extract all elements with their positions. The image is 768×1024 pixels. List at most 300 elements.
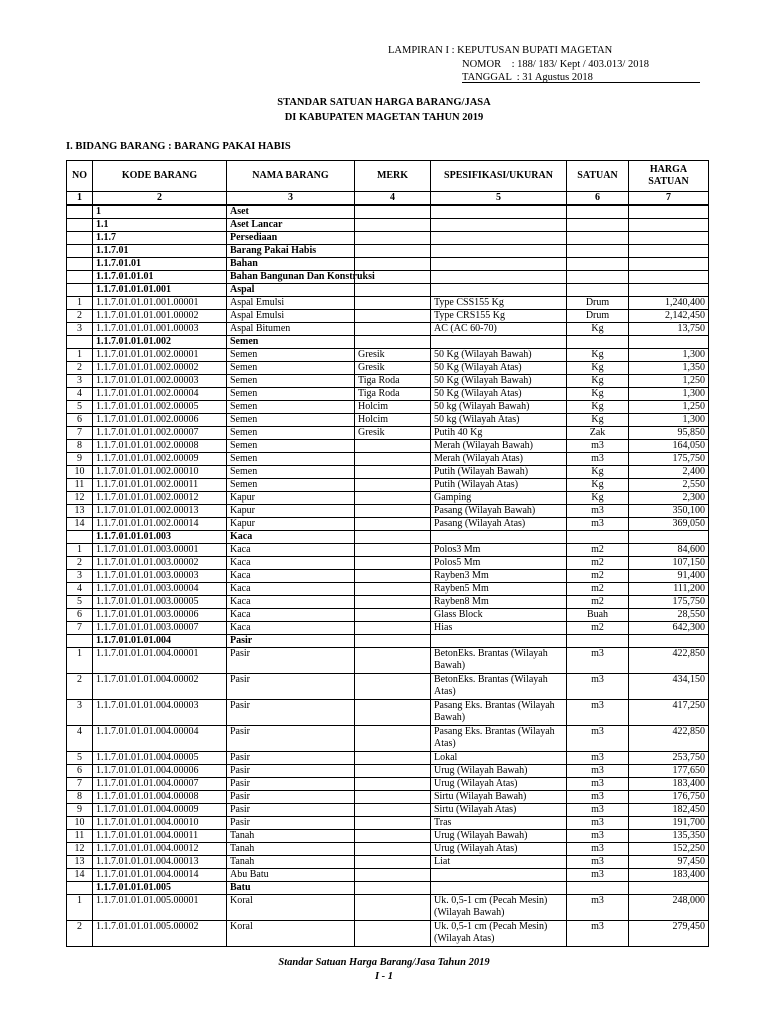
- row-no: [67, 271, 93, 284]
- category-row: [67, 205, 709, 219]
- nomor-text: NOMOR : 188/ 183/ Kept / 403.013/ 2018: [462, 59, 649, 70]
- row-name: Semen: [227, 336, 355, 349]
- row-harga: [629, 232, 709, 245]
- row-code: 1.1.7.01.01.01.003.00004: [93, 583, 227, 596]
- row-spec: Polos5 Mm: [431, 557, 567, 570]
- row-code: 1.1.7.01.01.01.004.00007: [93, 778, 227, 791]
- row-code: 1.1.7.01.01.01.004.00013: [93, 856, 227, 869]
- row-satuan: m3: [567, 778, 629, 791]
- row-satuan: m3: [567, 505, 629, 518]
- row-satuan: Buah: [567, 609, 629, 622]
- row-name: Bahan: [227, 258, 355, 271]
- category-row: [67, 882, 709, 895]
- row-no: 1: [67, 648, 93, 674]
- row-code: 1.1.7.01.01.01.003.00003: [93, 570, 227, 583]
- row-satuan: m3: [567, 895, 629, 921]
- row-harga: 1,250: [629, 401, 709, 414]
- item-row: [67, 804, 709, 817]
- row-harga: 2,550: [629, 479, 709, 492]
- row-name: Aspal Emulsi: [227, 297, 355, 310]
- document-subtitle: DI KABUPATEN MAGETAN TAHUN 2019: [284, 112, 484, 123]
- row-satuan: [567, 258, 629, 271]
- row-harga: [629, 531, 709, 544]
- row-merk: [355, 856, 431, 869]
- item-row: [67, 583, 709, 596]
- row-satuan: m3: [567, 869, 629, 882]
- row-satuan: m3: [567, 752, 629, 765]
- row-satuan: [567, 205, 629, 219]
- row-spec: [431, 205, 567, 219]
- row-merk: [355, 505, 431, 518]
- item-row: [67, 765, 709, 778]
- row-name: Semen: [227, 388, 355, 401]
- row-merk: [355, 258, 431, 271]
- row-satuan: [567, 232, 629, 245]
- row-spec: 50 kg (Wilayah Bawah): [431, 401, 567, 414]
- row-spec: 50 Kg (Wilayah Bawah): [431, 375, 567, 388]
- row-code: 1.1.7.01.01.01.002: [93, 336, 227, 349]
- item-row: [67, 557, 709, 570]
- row-name: Aspal: [227, 284, 355, 297]
- row-code: 1.1.7.01.01.01.002.00004: [93, 388, 227, 401]
- header-underline: [462, 82, 700, 83]
- row-merk: Gresik: [355, 427, 431, 440]
- row-spec: 50 Kg (Wilayah Atas): [431, 362, 567, 375]
- row-harga: 175,750: [629, 596, 709, 609]
- row-satuan: m3: [567, 830, 629, 843]
- row-merk: [355, 219, 431, 232]
- item-row: [67, 440, 709, 453]
- row-spec: [431, 635, 567, 648]
- col-number: 2: [93, 192, 227, 206]
- row-harga: [629, 336, 709, 349]
- row-spec: Uk. 0,5-1 cm (Pecah Mesin) (Wilayah Bawah): [431, 895, 567, 921]
- row-name: Semen: [227, 375, 355, 388]
- lampiran-text: LAMPIRAN I : KEPUTUSAN BUPATI MAGETAN: [388, 45, 613, 56]
- row-code: 1.1.7.01.01.01.004.00012: [93, 843, 227, 856]
- row-name: Semen: [227, 427, 355, 440]
- row-spec: Sirtu (Wilayah Atas): [431, 804, 567, 817]
- col-header-harga: HARGA SATUAN: [629, 161, 709, 192]
- row-no: 6: [67, 609, 93, 622]
- row-code: 1.1.7.01.01.01.002.00001: [93, 349, 227, 362]
- col-header-merk: MERK: [355, 161, 431, 192]
- row-name: Pasir: [227, 765, 355, 778]
- row-merk: Gresik: [355, 362, 431, 375]
- row-merk: [355, 869, 431, 882]
- row-spec: Glass Block: [431, 609, 567, 622]
- item-row: [67, 375, 709, 388]
- col-header-nama: NAMA BARANG: [227, 161, 355, 192]
- row-code: 1.1.7.01.01.01.002.00002: [93, 362, 227, 375]
- row-merk: [355, 583, 431, 596]
- item-row: [67, 700, 709, 726]
- row-harga: [629, 245, 709, 258]
- row-harga: 279,450: [629, 921, 709, 947]
- row-harga: 2,300: [629, 492, 709, 505]
- row-spec: Gamping: [431, 492, 567, 505]
- row-no: [67, 232, 93, 245]
- row-satuan: m3: [567, 700, 629, 726]
- row-harga: 2,400: [629, 466, 709, 479]
- row-code: 1.1.7.01.01.01.004.00001: [93, 648, 227, 674]
- row-harga: 1,250: [629, 375, 709, 388]
- row-merk: Holcim: [355, 414, 431, 427]
- item-row: [67, 622, 709, 635]
- row-harga: 422,850: [629, 726, 709, 752]
- row-spec: BetonEks. Brantas (Wilayah Bawah): [431, 648, 567, 674]
- row-harga: 176,750: [629, 791, 709, 804]
- row-harga: [629, 284, 709, 297]
- row-satuan: m3: [567, 856, 629, 869]
- row-spec: 50 kg (Wilayah Atas): [431, 414, 567, 427]
- item-row: [67, 752, 709, 765]
- row-code: 1.1.7.01.01.01.004.00002: [93, 674, 227, 700]
- row-satuan: m3: [567, 791, 629, 804]
- row-code: 1.1.7.01.01.01.002.00007: [93, 427, 227, 440]
- row-harga: 183,400: [629, 778, 709, 791]
- row-no: 3: [67, 323, 93, 336]
- item-row: [67, 856, 709, 869]
- row-spec: [431, 869, 567, 882]
- row-no: 1: [67, 297, 93, 310]
- row-code: 1: [93, 205, 227, 219]
- item-row: [67, 466, 709, 479]
- row-satuan: Kg: [567, 466, 629, 479]
- item-row: [67, 544, 709, 557]
- row-harga: 1,350: [629, 362, 709, 375]
- row-name: Kaca: [227, 544, 355, 557]
- row-spec: Urug (Wilayah Atas): [431, 843, 567, 856]
- row-no: 11: [67, 830, 93, 843]
- row-no: 2: [67, 362, 93, 375]
- col-number: 1: [67, 192, 93, 206]
- row-spec: [431, 258, 567, 271]
- row-satuan: Kg: [567, 479, 629, 492]
- row-name: Kaca: [227, 622, 355, 635]
- row-merk: Gresik: [355, 349, 431, 362]
- row-satuan: m3: [567, 648, 629, 674]
- row-no: 2: [67, 557, 93, 570]
- item-row: [67, 414, 709, 427]
- row-spec: [431, 284, 567, 297]
- row-no: 3: [67, 700, 93, 726]
- row-code: 1.1.7.01.01.01.002.00005: [93, 401, 227, 414]
- row-harga: 253,750: [629, 752, 709, 765]
- item-row: [67, 596, 709, 609]
- row-merk: [355, 830, 431, 843]
- row-no: 12: [67, 843, 93, 856]
- category-row: [67, 336, 709, 349]
- row-spec: Urug (Wilayah Atas): [431, 778, 567, 791]
- row-satuan: m2: [567, 570, 629, 583]
- row-harga: 91,400: [629, 570, 709, 583]
- col-number: 4: [355, 192, 431, 206]
- item-row: [67, 778, 709, 791]
- row-code: 1.1.7.01.01.01.004.00008: [93, 791, 227, 804]
- row-satuan: m2: [567, 557, 629, 570]
- row-merk: [355, 544, 431, 557]
- row-code: 1.1.7.01.01.01.004.00005: [93, 752, 227, 765]
- item-row: [67, 869, 709, 882]
- row-code: 1.1.7.01.01.01.002.00008: [93, 440, 227, 453]
- row-no: 5: [67, 401, 93, 414]
- row-satuan: m2: [567, 544, 629, 557]
- row-spec: AC (AC 60-70): [431, 323, 567, 336]
- footer-title: Standar Satuan Harga Barang/Jasa Tahun 2019: [278, 957, 490, 968]
- row-harga: [629, 205, 709, 219]
- row-spec: Polos3 Mm: [431, 544, 567, 557]
- col-number: 7: [629, 192, 709, 206]
- row-no: 5: [67, 752, 93, 765]
- item-row: [67, 453, 709, 466]
- row-satuan: [567, 245, 629, 258]
- row-merk: [355, 700, 431, 726]
- row-merk: [355, 518, 431, 531]
- row-harga: 1,300: [629, 388, 709, 401]
- row-no: 7: [67, 427, 93, 440]
- row-code: 1.1.7.01.01.01.004.00006: [93, 765, 227, 778]
- category-row: [67, 531, 709, 544]
- row-code: 1.1.7.01.01.01.004.00011: [93, 830, 227, 843]
- row-merk: [355, 778, 431, 791]
- row-name: Batu: [227, 882, 355, 895]
- row-satuan: Kg: [567, 401, 629, 414]
- row-satuan: Zak: [567, 427, 629, 440]
- row-no: 2: [67, 674, 93, 700]
- row-harga: 1,300: [629, 349, 709, 362]
- item-row: [67, 817, 709, 830]
- row-code: 1.1.7.01.01.01.002.00010: [93, 466, 227, 479]
- row-code: 1.1.7.01.01.01.004: [93, 635, 227, 648]
- row-harga: 107,150: [629, 557, 709, 570]
- row-merk: [355, 895, 431, 921]
- row-no: 12: [67, 492, 93, 505]
- row-name: Kapur: [227, 505, 355, 518]
- row-spec: [431, 531, 567, 544]
- row-merk: [355, 466, 431, 479]
- section-heading: I. BIDANG BARANG : BARANG PAKAI HABIS: [66, 141, 291, 152]
- row-harga: 97,450: [629, 856, 709, 869]
- item-row: [67, 505, 709, 518]
- row-name: Bahan Bangunan Dan Konstruksi: [227, 271, 355, 284]
- row-spec: 50 Kg (Wilayah Bawah): [431, 349, 567, 362]
- row-no: [67, 882, 93, 895]
- row-code: 1.1.7.01.01.01.004.00003: [93, 700, 227, 726]
- item-row: [67, 674, 709, 700]
- row-name: Semen: [227, 349, 355, 362]
- row-code: 1.1.7.01.01.01: [93, 271, 227, 284]
- category-row: [67, 284, 709, 297]
- col-header-kode: KODE BARANG: [93, 161, 227, 192]
- row-no: [67, 336, 93, 349]
- row-code: 1.1.7.01.01.01.003.00006: [93, 609, 227, 622]
- row-merk: [355, 557, 431, 570]
- row-name: Kapur: [227, 492, 355, 505]
- row-code: 1.1.7.01.01.01.002.00012: [93, 492, 227, 505]
- row-name: Pasir: [227, 804, 355, 817]
- row-harga: 28,550: [629, 609, 709, 622]
- row-no: 4: [67, 388, 93, 401]
- row-spec: [431, 882, 567, 895]
- row-no: 14: [67, 518, 93, 531]
- row-no: 8: [67, 440, 93, 453]
- row-merk: Tiga Roda: [355, 388, 431, 401]
- row-harga: 182,450: [629, 804, 709, 817]
- row-code: 1.1.7.01.01.01.002.00003: [93, 375, 227, 388]
- row-no: 6: [67, 765, 93, 778]
- row-name: Aspal Emulsi: [227, 310, 355, 323]
- row-harga: 152,250: [629, 843, 709, 856]
- item-row: [67, 570, 709, 583]
- row-name: Kaca: [227, 596, 355, 609]
- category-row: [67, 245, 709, 258]
- row-no: 4: [67, 726, 93, 752]
- row-no: 1: [67, 349, 93, 362]
- row-satuan: [567, 635, 629, 648]
- row-spec: BetonEks. Brantas (Wilayah Atas): [431, 674, 567, 700]
- row-harga: 1,240,400: [629, 297, 709, 310]
- row-merk: [355, 284, 431, 297]
- row-merk: [355, 609, 431, 622]
- item-row: [67, 726, 709, 752]
- item-row: [67, 310, 709, 323]
- row-no: 10: [67, 817, 93, 830]
- row-harga: 248,000: [629, 895, 709, 921]
- row-satuan: m3: [567, 765, 629, 778]
- row-spec: Urug (Wilayah Bawah): [431, 765, 567, 778]
- item-row: [67, 362, 709, 375]
- row-code: 1.1.7.01.01.01.004.00010: [93, 817, 227, 830]
- row-no: 7: [67, 622, 93, 635]
- row-code: 1.1.7.01.01.01.001.00002: [93, 310, 227, 323]
- row-harga: 84,600: [629, 544, 709, 557]
- row-spec: [431, 245, 567, 258]
- item-row: [67, 895, 709, 921]
- row-spec: Rayben3 Mm: [431, 570, 567, 583]
- row-code: 1.1.7.01.01.01.005.00001: [93, 895, 227, 921]
- row-merk: Tiga Roda: [355, 375, 431, 388]
- row-spec: 50 Kg (Wilayah Atas): [431, 388, 567, 401]
- row-satuan: [567, 271, 629, 284]
- row-satuan: m3: [567, 843, 629, 856]
- row-merk: [355, 245, 431, 258]
- row-harga: 2,142,450: [629, 310, 709, 323]
- row-no: 6: [67, 414, 93, 427]
- row-satuan: [567, 531, 629, 544]
- row-code: 1.1.7.01.01.01.003.00007: [93, 622, 227, 635]
- row-no: [67, 531, 93, 544]
- row-spec: Lokal: [431, 752, 567, 765]
- row-no: 11: [67, 479, 93, 492]
- row-name: Aset Lancar: [227, 219, 355, 232]
- row-satuan: m3: [567, 453, 629, 466]
- row-satuan: m3: [567, 440, 629, 453]
- row-spec: Urug (Wilayah Bawah): [431, 830, 567, 843]
- row-name: Pasir: [227, 817, 355, 830]
- row-code: 1.1.7.01.01.01.005.00002: [93, 921, 227, 947]
- row-code: 1.1.7.01.01.01.001.00003: [93, 323, 227, 336]
- row-name: Semen: [227, 401, 355, 414]
- row-code: 1.1.7.01.01.01.002.00013: [93, 505, 227, 518]
- row-spec: Merah (Wilayah Bawah): [431, 440, 567, 453]
- category-row: [67, 271, 709, 284]
- row-merk: [355, 804, 431, 817]
- row-spec: Putih (Wilayah Atas): [431, 479, 567, 492]
- row-satuan: Kg: [567, 492, 629, 505]
- row-name: Kaca: [227, 531, 355, 544]
- row-harga: 417,250: [629, 700, 709, 726]
- row-merk: [355, 817, 431, 830]
- tanggal-text: TANGGAL : 31 Agustus 2018: [462, 72, 593, 83]
- row-code: 1.1.7: [93, 232, 227, 245]
- row-code: 1.1.7.01.01.01.002.00011: [93, 479, 227, 492]
- row-harga: 422,850: [629, 648, 709, 674]
- col-number: 5: [431, 192, 567, 206]
- row-satuan: m2: [567, 596, 629, 609]
- row-no: 14: [67, 869, 93, 882]
- row-harga: 135,350: [629, 830, 709, 843]
- row-name: Pasir: [227, 648, 355, 674]
- row-spec: Putih (Wilayah Bawah): [431, 466, 567, 479]
- row-satuan: m3: [567, 674, 629, 700]
- row-merk: [355, 791, 431, 804]
- item-row: [67, 609, 709, 622]
- table-header-row: [67, 161, 709, 192]
- item-row: [67, 323, 709, 336]
- col-header-spesifikasi: SPESIFIKASI/UKURAN: [431, 161, 567, 192]
- price-table: [66, 160, 709, 947]
- row-merk: [355, 440, 431, 453]
- row-merk: [355, 726, 431, 752]
- row-harga: [629, 219, 709, 232]
- row-harga: [629, 271, 709, 284]
- row-code: 1.1.7.01.01.01.004.00004: [93, 726, 227, 752]
- row-no: [67, 284, 93, 297]
- row-name: Pasir: [227, 791, 355, 804]
- row-name: Aspal Bitumen: [227, 323, 355, 336]
- item-row: [67, 349, 709, 362]
- row-name: Aset: [227, 205, 355, 219]
- row-name: Tanah: [227, 843, 355, 856]
- row-no: [67, 245, 93, 258]
- row-merk: [355, 479, 431, 492]
- row-no: 3: [67, 570, 93, 583]
- row-code: 1.1.7.01.01.01.004.00014: [93, 869, 227, 882]
- row-no: 5: [67, 596, 93, 609]
- row-code: 1.1.7.01.01.01.003: [93, 531, 227, 544]
- row-name: Pasir: [227, 700, 355, 726]
- item-row: [67, 830, 709, 843]
- row-no: 3: [67, 375, 93, 388]
- row-code: 1.1.7.01.01.01.005: [93, 882, 227, 895]
- row-harga: 191,700: [629, 817, 709, 830]
- row-harga: 183,400: [629, 869, 709, 882]
- row-name: Tanah: [227, 856, 355, 869]
- col-header-no: NO: [67, 161, 93, 192]
- row-merk: [355, 843, 431, 856]
- row-harga: [629, 258, 709, 271]
- row-satuan: [567, 219, 629, 232]
- row-merk: [355, 570, 431, 583]
- item-row: [67, 791, 709, 804]
- row-satuan: m3: [567, 518, 629, 531]
- row-harga: 642,300: [629, 622, 709, 635]
- row-satuan: [567, 882, 629, 895]
- row-satuan: Kg: [567, 375, 629, 388]
- category-row: [67, 258, 709, 271]
- row-merk: [355, 882, 431, 895]
